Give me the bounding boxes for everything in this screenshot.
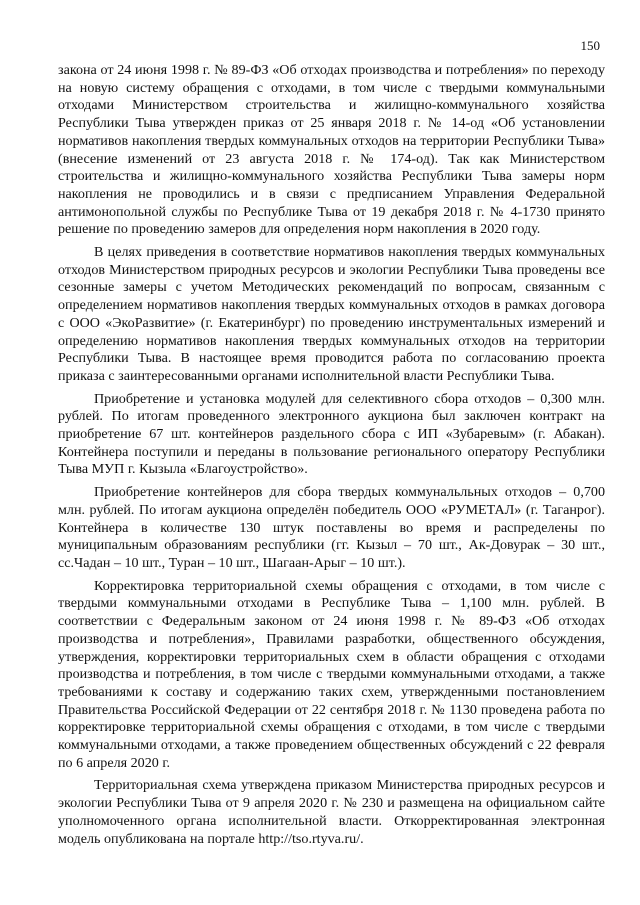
document-body (58, 62, 605, 853)
page-number: 150 (580, 38, 600, 53)
paragraph-territorial-scheme: Корректировка территориальной схемы обращения с отходами, в том числе с твердыми коммунальными отходами в Республике Тыва – 1,100 млн. рублей. В соответствии с Федеральным законом от 24 июня 1998 г. № 89-ФЗ «Об отходах производства и потребления», Правилами разработки, общественного обсуждения, утверждения, корректировки территориальных схем в области обращения с отходами производства и потребления, в том числе с твердыми коммунальными отходами, а также требованиями к составу и содержанию таких схем, утвержденными постановлением Правительства Российской Федерации от 22 сентября 2018 г. № 1130 проведена работа по корректировке территориальной схемы обращения с отходами, в том числе с твердыми коммунальными отходами, а также проведением общественных обсуждений с 22 февраля по 6 апреля 2020 г. (58, 577, 605, 771)
paragraph-containers: Приобретение контейнеров для сбора твердых коммунальльных отходов – 0,700 млн. рублей. По итогам аукциона определён победитель ООО «РУМЕТАЛ» (г. Таганрог). Контейнера в количестве 130 штук поставлены во время и распределены по муниципальным образованиям республики (гг. Кызыл – 70 шт., Ак-Довурак – 30 шт., сс.Чадан – 10 шт., Туран – 10 шт., Шагаан-Арыг – 10 шт.). (58, 484, 605, 571)
paragraph-selective-modules: Приобретение и установка модулей для селективного сбора отходов – 0,300 млн. рублей. По итогам проведенного электронного аукциона был заключен контракт на приобретение 67 шт. контейнеров раздельного сбора с ИП «Зубаревым» (г. Абакан). Контейнера поступили и переданы в пользование регионального оператору Республики Тыва МУП г. Кызыла «Благоустройство». (58, 390, 605, 478)
paragraph-continuation: закона от 24 июня 1998 г. № 89-ФЗ «Об отходах производства и потребления» по переходу на новую систему обращения с отходами, в том числе с твердыми коммунальными отходами Министерством строительства и жилищно-коммунального хозяйства Республики Тыва утвержден приказ от 25 января 2018 г. № 14-од «Об установлении нормативов накопления твердых коммунальных отходов на территории Республики Тыва» (внесение изменений от 23 августа 2018 г. № 174-од). Так как Министерством строительства и жилищно-коммунального хозяйства Республики Тыва замеры норм накопления не проводились и в связи с предписанием Управления Федеральной антимонопольной службы по Республике Тыва от 19 декабря 2018 г. № 4-1730 принято решение по проведению замеров для определения норм накопления в 2020 году. (58, 62, 605, 238)
paragraph-scheme-approval: Территориальная схема утверждена приказом Министерства природных ресурсов и экологии Республики Тыва от 9 апреля 2020 г. № 230 и размещена на официальном сайте уполномоченного органа исполнительной власти. Откорректированная электронная модель опубликована на портале http://tso.rtyva.ru/. (58, 777, 605, 847)
paragraph-waste-norms: В целях приведения в соответствие нормативов накопления твердых коммунальных отходов Министерством природных ресурсов и экологии Республики Тыва проведены все сезонные замеры с учетом Методических рекомендаций по вопросам, связанным с определением нормативов накопления твердых коммунальных отходов в рамках договора с ООО «ЭкоРазвитие» (г. Екатеринбург) по проведению инструментальных измерений и определению нормативов накопления твердых коммунальных отходов на территории Республики Тыва. В настоящее время проводится работа по согласованию проекта приказа с заинтересованными органами исполнительной власти Республики Тыва. (58, 244, 605, 384)
